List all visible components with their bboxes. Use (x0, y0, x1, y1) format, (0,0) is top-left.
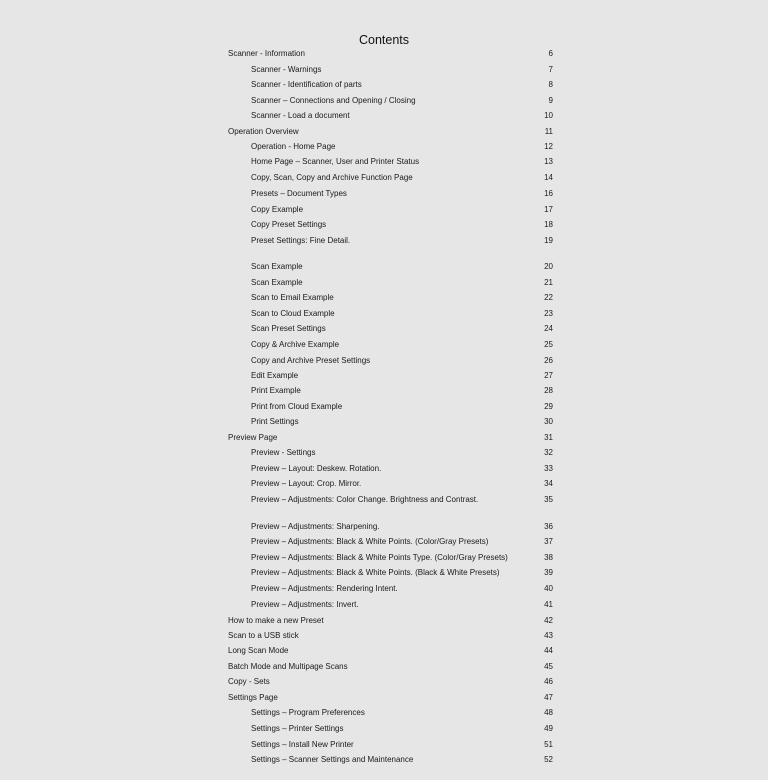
toc-entry-label: Scan Preset Settings (251, 324, 326, 333)
toc-entry[interactable] (0, 323, 768, 337)
toc-entry-label: Settings – Program Preferences (251, 708, 365, 717)
toc-entry-label: Preview – Adjustments: Sharpening. (251, 522, 380, 531)
toc-entry[interactable] (0, 692, 768, 706)
toc-entry-page-number: 37 (544, 537, 553, 546)
toc-entry-page-number: 49 (544, 724, 553, 733)
toc-entry-page-number: 36 (544, 522, 553, 531)
toc-entry-label: Settings – Scanner Settings and Maintenance (251, 755, 414, 764)
page-title: Contents (358, 33, 410, 47)
toc-entry-page-number: 27 (544, 371, 553, 380)
toc-entry-label: Print Settings (251, 417, 299, 426)
toc-entry-label: Preview – Adjustments: Rendering Intent. (251, 584, 398, 593)
toc-entry-page-number: 28 (544, 386, 553, 395)
toc-entry-label: Preview – Layout: Crop. Mirror. (251, 479, 362, 488)
toc-entry-page-number: 6 (548, 49, 553, 58)
toc-entry-page-number: 9 (548, 96, 553, 105)
toc-entry-label: Scan to Cloud Example (251, 309, 335, 318)
toc-entry[interactable] (0, 416, 768, 430)
toc-entry[interactable] (0, 494, 768, 508)
toc-entry[interactable] (0, 261, 768, 275)
toc-entry[interactable] (0, 95, 768, 109)
toc-entry-label: Settings Page (228, 693, 278, 702)
toc-entry-page-number: 43 (544, 631, 553, 640)
toc-entry[interactable] (0, 308, 768, 322)
toc-entry-label: Copy Example (251, 205, 304, 214)
toc-entry-page-number: 8 (548, 80, 553, 89)
toc-entry-label: Preview – Layout: Deskew. Rotation. (251, 464, 382, 473)
toc-entry-page-number: 30 (544, 417, 553, 426)
toc-entry[interactable] (0, 126, 768, 140)
toc-entry-page-number: 19 (544, 236, 553, 245)
toc-entry-page-number: 51 (544, 740, 553, 749)
toc-entry-label: Settings – Printer Settings (251, 724, 344, 733)
toc-entry-page-number: 12 (544, 142, 553, 151)
toc-entry-page-number: 21 (544, 278, 553, 287)
toc-entry[interactable] (0, 676, 768, 690)
toc-entry-page-number: 17 (544, 205, 553, 214)
toc-entry[interactable] (0, 79, 768, 93)
toc-entry-page-number: 48 (544, 708, 553, 717)
toc-entry[interactable] (0, 219, 768, 233)
toc-entry-label: Home Page – Scanner, User and Printer Status (251, 157, 420, 166)
toc-entry[interactable] (0, 661, 768, 675)
toc-entry-label: Scan Example (251, 278, 303, 287)
toc-entry-label: Preview – Adjustments: Invert. (251, 600, 359, 609)
toc-entry-page-number: 20 (544, 262, 553, 271)
toc-entry-page-number: 46 (544, 677, 553, 686)
toc-entry[interactable] (0, 235, 768, 249)
toc-entry[interactable] (0, 536, 768, 550)
toc-entry-label: Print from Cloud Example (251, 402, 343, 411)
toc-entry-page-number: 7 (548, 65, 553, 74)
toc-entry-label: Batch Mode and Multipage Scans (228, 662, 348, 671)
toc-entry-label: Scanner - Identification of parts (251, 80, 362, 89)
toc-entry-label: Copy - Sets (228, 677, 270, 686)
toc-entry-page-number: 47 (544, 693, 553, 702)
toc-entry-page-number: 33 (544, 464, 553, 473)
toc-entry-page-number: 24 (544, 324, 553, 333)
toc-entry[interactable] (0, 707, 768, 721)
toc-entry-page-number: 23 (544, 309, 553, 318)
toc-entry[interactable] (0, 292, 768, 306)
toc-entry-label: Preview Page (228, 433, 278, 442)
toc-entry-label: Preview – Adjustments: Color Change. Brightness and Contrast. (251, 495, 479, 504)
toc-entry-page-number: 11 (544, 127, 553, 136)
toc-entry-label: Preview – Adjustments: Black & White Points. (Black & White Presets) (251, 568, 500, 577)
toc-entry[interactable] (0, 478, 768, 492)
toc-entry-label: Copy Preset Settings (251, 220, 327, 229)
toc-entry-label: Print Example (251, 386, 301, 395)
toc-entry-label: Scanner - Load a document (251, 111, 350, 120)
toc-entry[interactable] (0, 552, 768, 566)
toc-entry[interactable] (0, 355, 768, 369)
toc-entry[interactable] (0, 277, 768, 291)
toc-entry-page-number: 26 (544, 356, 553, 365)
toc-entry-page-number: 13 (544, 157, 553, 166)
toc-entry-page-number: 14 (544, 173, 553, 182)
toc-entry-page-number: 35 (544, 495, 553, 504)
toc-entry-label: Settings – Install New Printer (251, 740, 354, 749)
toc-entry[interactable] (0, 723, 768, 737)
toc-entry-page-number: 25 (544, 340, 553, 349)
toc-entry-page-number: 31 (544, 433, 553, 442)
toc-entry-page-number: 52 (544, 755, 553, 764)
toc-entry-page-number: 38 (544, 553, 553, 562)
toc-entry-page-number: 29 (544, 402, 553, 411)
toc-entry[interactable] (0, 432, 768, 446)
toc-entry[interactable] (0, 204, 768, 218)
toc-entry[interactable] (0, 172, 768, 186)
toc-entry[interactable] (0, 48, 768, 62)
toc-entry-label: Scan to a USB stick (228, 631, 299, 640)
toc-entry[interactable] (0, 645, 768, 659)
toc-entry-page-number: 22 (544, 293, 553, 302)
toc-entry-page-number: 45 (544, 662, 553, 671)
toc-entry-label: Scanner – Connections and Opening / Closing (251, 96, 416, 105)
toc-entry[interactable] (0, 615, 768, 629)
toc-entry-page-number: 18 (544, 220, 553, 229)
toc-entry-label: Scanner - Warnings (251, 65, 322, 74)
toc-entry-page-number: 10 (544, 111, 553, 120)
toc-entry[interactable] (0, 385, 768, 399)
toc-entry-label: Copy & Archive Example (251, 340, 340, 349)
toc-entry-label: Copy, Scan, Copy and Archive Function Page (251, 173, 413, 182)
toc-entry[interactable] (0, 599, 768, 613)
toc-entry-label: Operation - Home Page (251, 142, 336, 151)
toc-entry[interactable] (0, 370, 768, 384)
toc-entry-page-number: 40 (544, 584, 553, 593)
toc-entry[interactable] (0, 401, 768, 415)
toc-entry[interactable] (0, 739, 768, 753)
toc-entry[interactable] (0, 141, 768, 155)
toc-entry-page-number: 32 (544, 448, 553, 457)
toc-entry[interactable] (0, 754, 768, 768)
toc-entry[interactable] (0, 64, 768, 78)
toc-entry-label: Scan to Email Example (251, 293, 334, 302)
toc-entry[interactable] (0, 156, 768, 170)
toc-entry-page-number: 42 (544, 616, 553, 625)
toc-entry-label: Scan Example (251, 262, 303, 271)
toc-entry[interactable] (0, 188, 768, 202)
toc-entry[interactable] (0, 339, 768, 353)
toc-entry-label: Preset Settings: Fine Detail. (251, 236, 351, 245)
toc-entry[interactable] (0, 521, 768, 535)
toc-entry-label: Preview – Adjustments: Black & White Points Type. (Color/Gray Presets) (251, 553, 508, 562)
toc-entry-label: Copy and Archive Preset Settings (251, 356, 371, 365)
toc-entry-page-number: 41 (544, 600, 553, 609)
toc-entry[interactable] (0, 447, 768, 461)
toc-entry-page-number: 39 (544, 568, 553, 577)
toc-entry-label: Preview – Adjustments: Black & White Points. (Color/Gray Presets) (251, 537, 489, 546)
toc-entry-page-number: 34 (544, 479, 553, 488)
toc-entry[interactable] (0, 583, 768, 597)
toc-entry-page-number: 44 (544, 646, 553, 655)
toc-entry-label: How to make a new Preset (228, 616, 324, 625)
toc-entry-label: Edit Example (251, 371, 299, 380)
toc-entry-page-number: 16 (544, 189, 553, 198)
toc-entry-label: Operation Overview (228, 127, 299, 136)
toc-entry-label: Long Scan Mode (228, 646, 289, 655)
toc-entry[interactable] (0, 567, 768, 581)
toc-entry-label: Preview - Settings (251, 448, 316, 457)
toc-entry-label: Scanner - Information (228, 49, 305, 58)
toc-entry[interactable] (0, 463, 768, 477)
toc-entry[interactable] (0, 630, 768, 644)
toc-entry[interactable] (0, 110, 768, 124)
toc-entry-label: Presets – Document Types (251, 189, 347, 198)
